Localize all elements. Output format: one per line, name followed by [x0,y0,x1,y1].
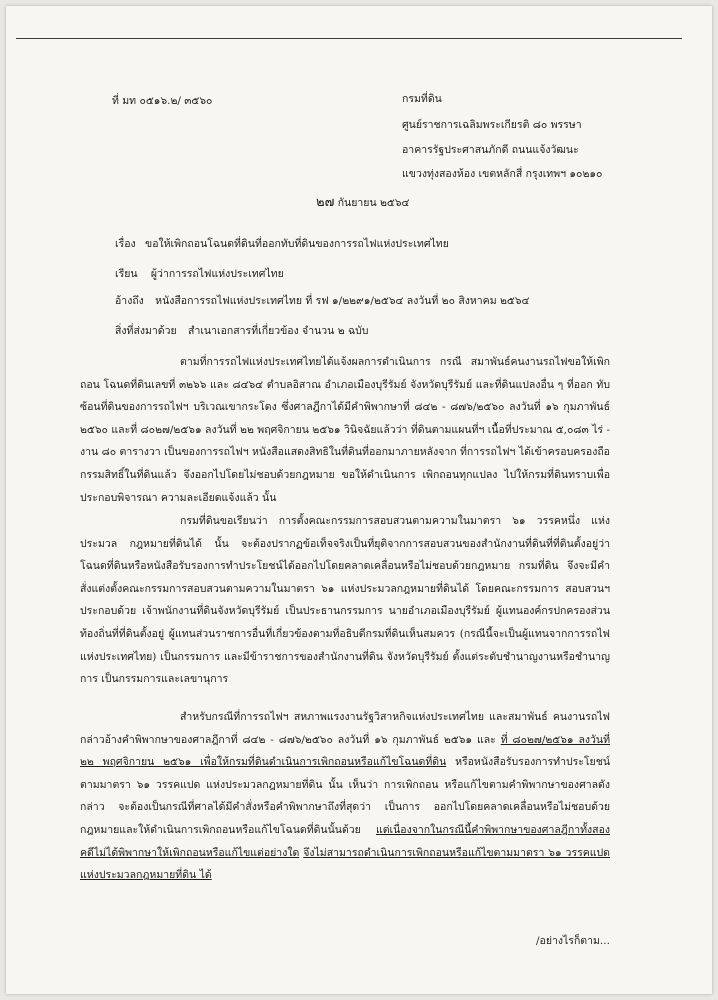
paragraph-2-line: ผู้แทนองค์กรปกครองส่วนท้องถิ่นที่ที่ดินตั้งอยู่ ผู้แทนส่วนราชการอื่นที่เกี่ยวข้องตามที่อธิบดีกรมที่ดินเห็นสมควร [80,605,610,640]
header-rule [16,38,682,39]
subject-line [115,237,449,251]
enclosure-line [115,324,368,338]
subject-text: ขอให้เพิกถอนโฉนดที่ดินที่ออกทับที่ดินของการรถไฟแห่งประเทศไทย [145,238,449,250]
recipient-label: เรียน [115,268,138,280]
paragraph-2-line: กรมที่ดินขอเรียนว่า การตั้งคณะกรรมการสอบสวนตามความในมาตรา ๖๑ วรรคหนึ่ง แห่งประมวล [80,515,610,550]
paragraph-2-line: สอบสวนฯ ประกอบด้วย เจ้าพนักงานที่ดินจังหวัดบุรีรัมย์ เป็นประธานกรรมการ นายอำเภอเมืองบุรีรัมย์ [80,582,610,618]
reference-text: หนังสือการรถไฟแห่งประเทศไทย ที่ รฟ ๑/๒๒๙๑/๒๕๖๔ ลงวันที่ ๒๐ สิงหาคม ๒๕๖๔ [155,295,530,307]
paragraph-2-line: กฎหมายที่ดินได้ นั้น จะต้องปรากฏข้อเท็จจริงเป็นที่ยุติจากการสอบสวนของสำนักงานที่ดินที่ที่ดินตั้งอยู่ว่า [129,537,610,550]
paragraph-2 [80,510,610,691]
paragraph-1-line: เพิกถอนทุกแปลง ไปให้กรมที่ดินทราบเพื่อประกอบพิจารณา ความละเอียดแจ้งแล้ว นั้น [80,468,611,504]
reference-line [115,294,529,308]
letter-date [316,196,409,210]
paragraph-3-line: แต่เนื่องจากในกรณีนี้คำพิพากษาของศาลฎีกาทั้งสองคดีไม่ได้พิพากษาให้เพิกถอนหรือแก้ไขแต่อย่างใด [80,823,610,859]
paragraph-2-line: จึงจะมีคำสั่งแต่งตั้งคณะกรรมการสอบสวนตามความในมาตรา ๖๑ แห่งประมวลกฎหมายที่ดินได้ โดยคณะกรรมการ [80,560,610,595]
document-page [6,6,712,994]
paragraph-3-line: คนงานรถไฟ กล่าวอ้างคำพิพากษาของศาลฎีกาที่ ๘๔๒ - ๘๗๖/๒๕๖๐ ลงวันที่ ๑๖ กุมภาพันธ์ ๒๕๖๑ และ [80,711,610,746]
date-month-year: กันยายน ๒๕๖๔ [337,197,410,209]
continuation-marker: /อย่างไรก็ตาม... [536,935,610,947]
subject-label: เรื่อง [115,238,136,250]
paragraph-3 [80,706,610,887]
paragraph-3-line: หรือแก้ไขตามคำพิพากษาของศาลดังกล่าว จะต้องเป็นกรณีที่ศาลได้มีคำสั่งหรือคำพิพากษาถึงที่สุดว่า เป็นการ [80,778,611,814]
paragraph-3-line: ที่ ๘๐๒๗/๒๕๖๑ ลงวันที่ ๒๒ พฤศจิกายน ๒๕๖๑ เพื่อให้กรมที่ดินดำเนินการเพิกถอนหรือแก้ไขโฉนดที่ดิน [80,733,611,769]
recipient-text: ผู้ว่าการรถไฟแห่งประเทศไทย [150,268,284,280]
enclosure-label: สิ่งที่ส่งมาด้วย [115,325,177,337]
reference-number: ที่ มท ๐๕๑๖.๒/ ๓๕๖๐ [112,95,213,107]
sender-address-line-3: แขวงทุ่งสองห้อง เขตหลักสี่ กรุงเทพฯ ๑๐๒๑๐ [402,168,603,180]
paragraph-1-line: โฉนดที่ดินเลขที่ ๓๒๖๖ และ ๘๔๖๔ ตำบลอิสาณ อำเภอเมืองบุรีรัมย์ จังหวัดบุรีรัมย์ และที่ดินแปลงอื่น ๆ ที่ออก [103,378,593,391]
enclosure-text: สำเนาเอกสารที่เกี่ยวข้อง จำนวน ๒ ฉบับ [188,325,369,337]
paragraph-1-line: กุมภาพันธ์ ๒๕๖๐ และที่ ๘๐๒๗/๒๕๖๑ ลงวันที่ ๒๒ พฤศจิกายน ๒๕๖๑ วินิจฉัยแล้วว่า ที่ดินตามแผนที่ฯ [80,401,610,436]
paragraph-2-line: โฉนดที่ดินหรือหนังสือรับรองการทำประโยชน์ได้ออกไปโดยคลาดเคลื่อนหรือไม่ชอบด้วยกฎหมาย กรมที่ดิน [80,560,559,573]
reference-label: อ้างถึง [115,295,144,307]
paragraph-1 [80,351,610,509]
paragraph-1-line: ตามที่การรถไฟแห่งประเทศไทยได้แจ้งผลการดำเนินการ กรณี สมาพันธ์คนงานรถไฟขอให้เพิกถอน [80,356,610,391]
date-day: ๒๗ [316,195,335,210]
recipient-line [115,267,284,281]
paragraph-3-line: ออกไปโดยคลาดเคลื่อนหรือไม่ชอบด้วยกฎหมายและให้ดำเนินการเพิกถอนหรือแก้ไขโฉนดที่ดินนั้นด้วย [80,801,610,836]
paragraph-3-line: หรือหนังสือรับรองการทำประโยชน์ ตามมาตรา ๖๑ วรรคแปด แห่งประมวลกฎหมายที่ดิน นั้น เห็นว่า การเพิกถอน [80,756,610,791]
sender-org: กรมที่ดิน [402,93,442,105]
paragraph-1-line: เนื้อที่ประมาณ ๕,๐๘๓ ไร่ - งาน ๘๐ ตารางวา เป็นของการรถไฟฯ หนังสือแสดงสิทธิในที่ดินที่ออกมาภายหลังจาก [80,423,610,459]
paragraph-2-line: จังหวัดบุรีรัมย์ ตั้งแต่ระดับชำนาญงานหรือชำนาญการ เป็นกรรมการและเลขานุการ [80,650,610,686]
paragraph-3-line: จึงไม่สามารถดำเนินการเพิกถอนหรือแก้ไขตามมาตรา ๖๑ วรรคแปด แห่งประมวลกฎหมายที่ดิน ได้ [80,846,610,882]
paragraph-1-line: ทับซ้อนที่ดินของการรถไฟฯ บริเวณเขากระโดง ซึ่งศาลฎีกาได้มีคำพิพากษาที่ ๘๔๒ - ๘๗๖/๒๕๖๐ ลงวันที่ ๑๖ [80,378,610,414]
paragraph-2-line: (กรณีนี้จะเป็นผู้แทนจากการรถไฟแห่งประเทศไทย) เป็นกรรมการ และมีข้าราชการของสำนักงานที่ดิน [80,627,610,663]
paragraph-3-line: สำหรับกรณีที่การรถไฟฯ สหภาพแรงงานรัฐวิสาหกิจแห่งประเทศไทย และสมาพันธ์ [180,711,548,723]
sender-address-line-1: ศูนย์ราชการเฉลิมพระเกียรติ ๘๐ พรรษา [402,119,582,131]
paragraph-1-line: ที่การรถไฟฯ ได้เข้าครอบครองถือกรรมสิทธิ์ในที่ดินแล้ว จึงออกไปโดยไม่ชอบด้วยกฎหมาย ขอให้ดำเนินการ [80,446,610,481]
sender-address-line-2: อาคารรัฐประศาสนภักดี ถนนแจ้งวัฒนะ [402,144,579,156]
